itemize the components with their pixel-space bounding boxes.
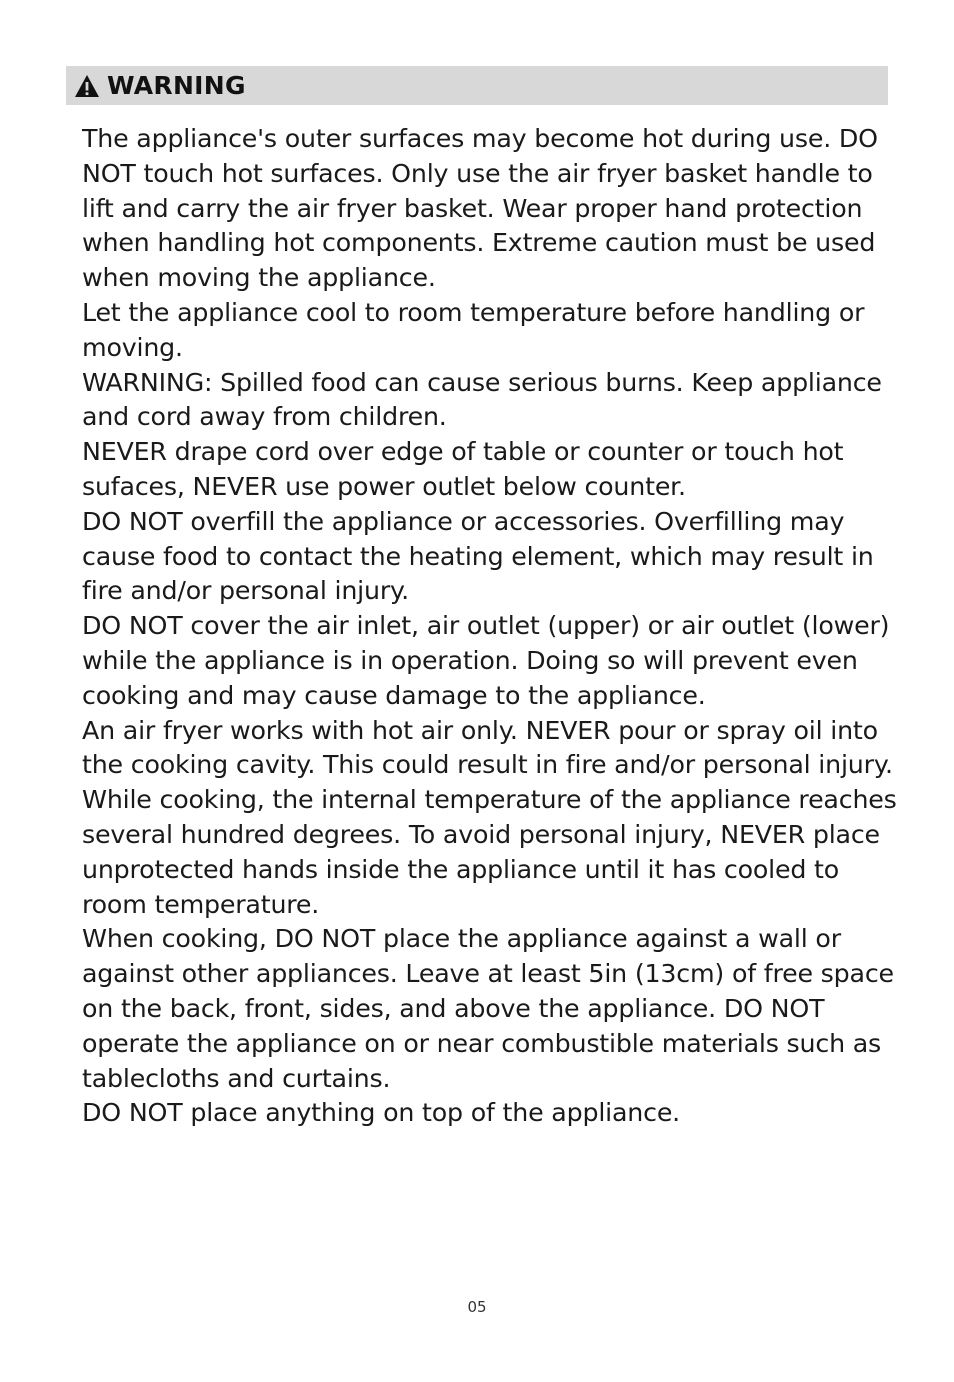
warning-paragraph: DO NOT place anything on top of the appliance. (82, 1098, 681, 1128)
warning-paragraph: NEVER drape cord over edge of table or counter or touch hot sufaces, NEVER use power outlet below counter. (82, 437, 844, 501)
warning-title: WARNING (107, 71, 246, 100)
warning-paragraph: WARNING: Spilled food can cause serious burns. Keep appliance and cord away from children. (82, 367, 882, 432)
warning-triangle-icon (74, 74, 100, 98)
warning-paragraph: DO NOT overfill the appliance or accessories. Overfilling may cause food to contact the heating element, which may result in fire and/or personal injury. (82, 506, 874, 606)
page-number: 05 (467, 1298, 487, 1316)
warning-paragraph: While cooking, the internal temperature of the appliance reaches several hundred degrees. To avoid personal injury, NEVER place unprotected hands inside the appliance until it has cooled to room temperature. (82, 785, 897, 919)
warning-paragraph: An air fryer works with hot air only. NEVER pour or spray oil into the cooking cavity. This could result in fire and/or personal injury. (82, 715, 893, 780)
warning-header (66, 66, 888, 105)
warning-paragraph: Let the appliance cool to room temperature before handling or moving. (82, 297, 865, 362)
warning-paragraph: DO NOT cover the air inlet, air outlet (upper) or air outlet (lower) while the appliance is in operation. Doing so will prevent even cooking and may cause damage to the appliance. (82, 611, 890, 710)
warning-paragraph: The appliance's outer surfaces may become hot during use. DO NOT touch hot surfaces. Only use the air fryer basket handle to lift and carry the air fryer basket. Wear proper hand protection when handling hot components. Extreme caution must be used when moving the appliance. (82, 124, 878, 293)
warning-body (82, 122, 902, 1131)
warning-paragraph: When cooking, DO NOT place the appliance against a wall or against other appliances. Leave at least 5in (13cm) of free space on the back, front, sides, and above the appliance. DO NOT operate the appliance on or near combustible materials such as tablecloths and curtains. (82, 924, 894, 1093)
